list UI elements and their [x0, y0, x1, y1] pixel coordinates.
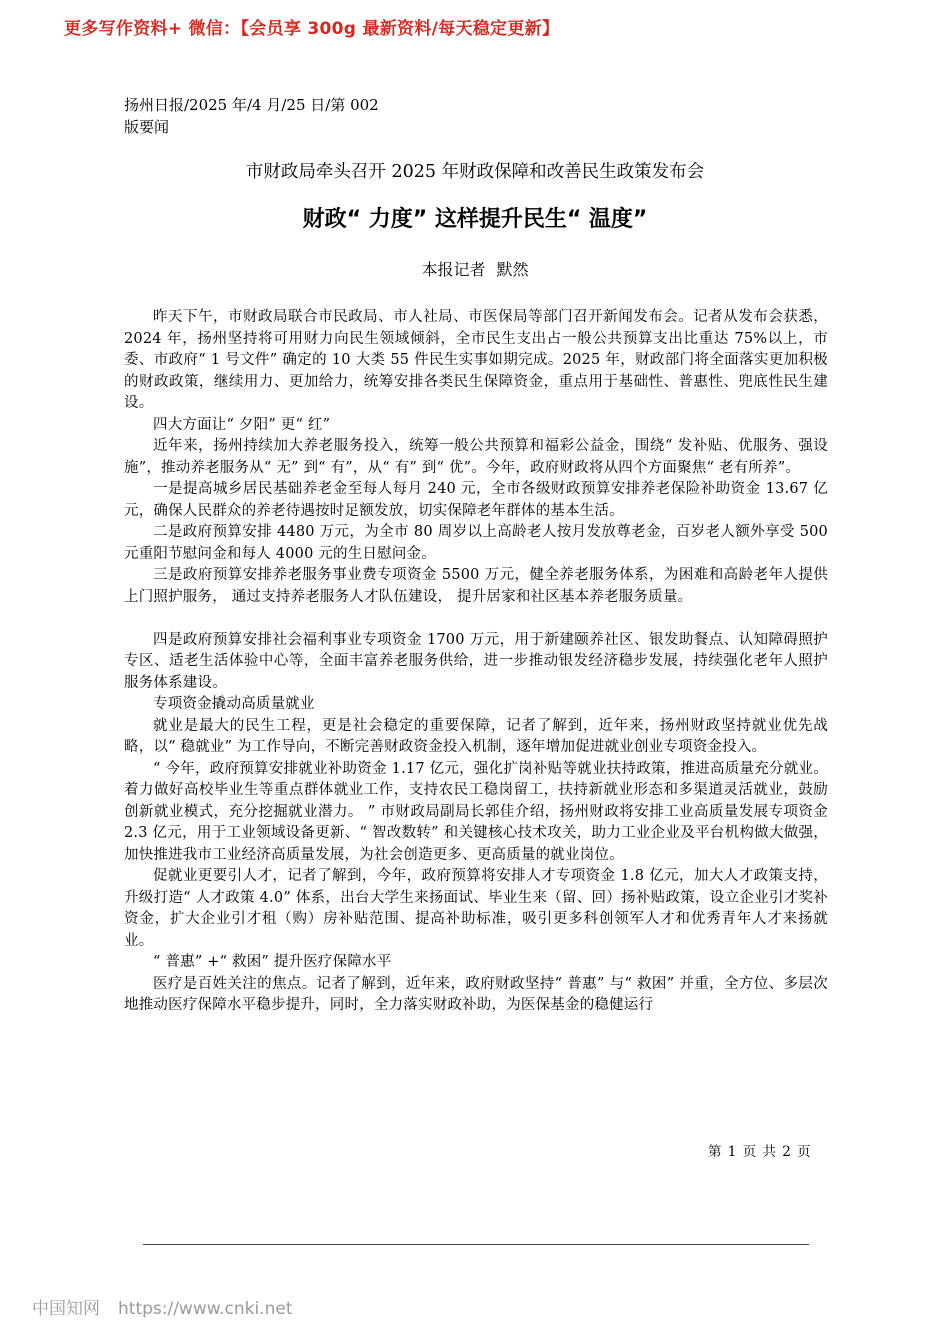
- promo-banner: 更多写作资料+ 微信：【会员享 300g 最新资料/每天稳定更新】: [64, 19, 560, 39]
- article-byline: 本报记者 默然: [421, 260, 529, 279]
- watermark-brand: 中国知网: [32, 1299, 100, 1319]
- article-headline: 财政“ 力度” 这样提升民生“ 温度”: [302, 207, 648, 232]
- section-heading: 四大方面让“ 夕阳” 更“ 红”: [153, 416, 331, 433]
- paragraph-gap: [124, 608, 828, 630]
- section-heading: “ 普惠” +“ 救困” 提升医疗保障水平: [153, 954, 392, 970]
- article-paragraph: 一是提高城乡居民基础养老金至每人每月 240 元，全市各级财政预算安排养老保险补助资金 13.67 亿元，确保人民群众的养老待遇按时足额发放，切实保障老年群体的基本生活。: [124, 481, 828, 519]
- watermark-url: https://www.cnki.net: [118, 1299, 293, 1319]
- article-paragraph: 近年来，扬州持续加大养老服务投入，统筹一般公共预算和福彩公益金，围绕“ 发补贴、优服务、强设施”，推动养老服务从“ 无” 到“ 有”，从“ 有” 到“ 优”。今年，政府财政将从四个方面聚焦“ 老有所养”。: [124, 438, 828, 476]
- article-paragraph: 昨天下午，市财政局联合市民政局、市人社局、市医保局等部门召开新闻发布会。记者从发布会获悉，2024 年，扬州坚持将可用财力向民生领域倾斜，全市民生支出占一般公共预算支出比重达 75%以上，市委、市政府“ 1 号文件” 确定的 10 大类 55 件民生实事如期完成。2025 年，财政部门将全面落实更加积极的财政政策，继续用力、更加给力，统筹安排各类民生保障资金，重点用于基础性、普惠性、兜底性民生建设。: [124, 309, 828, 411]
- footer-divider: [143, 1244, 809, 1245]
- masthead-line-2: 版要闻: [124, 118, 170, 136]
- article-paragraph: 三是政府预算安排养老服务事业费专项资金 5500 万元，健全养老服务体系，为困难和高龄老年人提供上门照护服务， 通过支持养老服务人才队伍建设， 提升居家和社区基本养老服务质量。: [124, 567, 828, 605]
- article-paragraph: 医疗是百姓关注的焦点。记者了解到，近年来，政府财政坚持“ 普惠” 与“ 救困” 并重，全方位、多层次地推动医疗保障水平稳步提升，同时，全力落实财政补助，为医保基金的稳健运行: [124, 975, 828, 1013]
- masthead: [124, 94, 379, 138]
- section-heading: 专项资金撬动高质量就业: [153, 696, 315, 712]
- article-paragraph: 二是政府预算安排 4480 万元，为全市 80 周岁以上高龄老人按月发放尊老金，百岁老人额外享受 500 元重阳节慰问金和每人 4000 元的生日慰问金。: [124, 524, 828, 562]
- watermark: [32, 1294, 292, 1319]
- article-body: [124, 307, 828, 1017]
- article-paragraph: 四是政府预算安排社会福利事业专项资金 1700 万元，用于新建颐养社区、银发助餐点、认知障碍照护专区、适老生活体验中心等，全面丰富养老服务供给，进一步推动银发经济稳步发展，持续强化老年人照护服务体系建设。: [124, 631, 828, 691]
- article-paragraph: “ 今年，政府预算安排就业补助资金 1.17 亿元，强化扩岗补贴等就业扶持政策，推进高质量充分就业。着力做好高校毕业生等重点群体就业工作，支持农民工稳岗留工，扶持新就业形态和多渠道灵活就业，鼓励创新就业模式，充分挖掘就业潜力。 ” 市财政局副局长郭佳介绍，扬州财政将安排工业高质量发展专项资金 2.3 亿元，用于工业领域设备更新、“ 智改数转” 和关键核心技术攻关，助力工业企业及平台机构做大做强，加快推进我市工业经济高质量发展，为社会创造更多、更高质量的就业岗位。: [124, 760, 828, 863]
- article-paragraph: 促就业更要引人才，记者了解到，今年，政府预算将安排人才专项资金 1.8 亿元，加大人才政策支持，升级打造“ 人才政策 4.0” 体系，出台大学生来扬面试、毕业生来（留、回）扬补贴政策，设立企业引才奖补资金，扩大企业引才租（购）房补贴范围、提高补助标准，吸引更多科创领军人才和优秀青年人才来扬就业。: [124, 868, 828, 949]
- page-number: 第 1 页 共 2 页: [708, 1144, 811, 1160]
- article-paragraph: 就业是最大的民生工程，更是社会稳定的重要保障，记者了解到，近年来，扬州财政坚持就业优先战略，以“ 稳就业” 为工作导向，不断完善财政资金投入机制，逐年增加促进就业创业专项资金投入。: [124, 717, 828, 755]
- masthead-line-1: 扬州日报/2025 年/4 月/25 日/第 002: [124, 96, 379, 114]
- article-subtitle: 市财政局牵头召开 2025 年财政保障和改善民生政策发布会: [245, 162, 705, 182]
